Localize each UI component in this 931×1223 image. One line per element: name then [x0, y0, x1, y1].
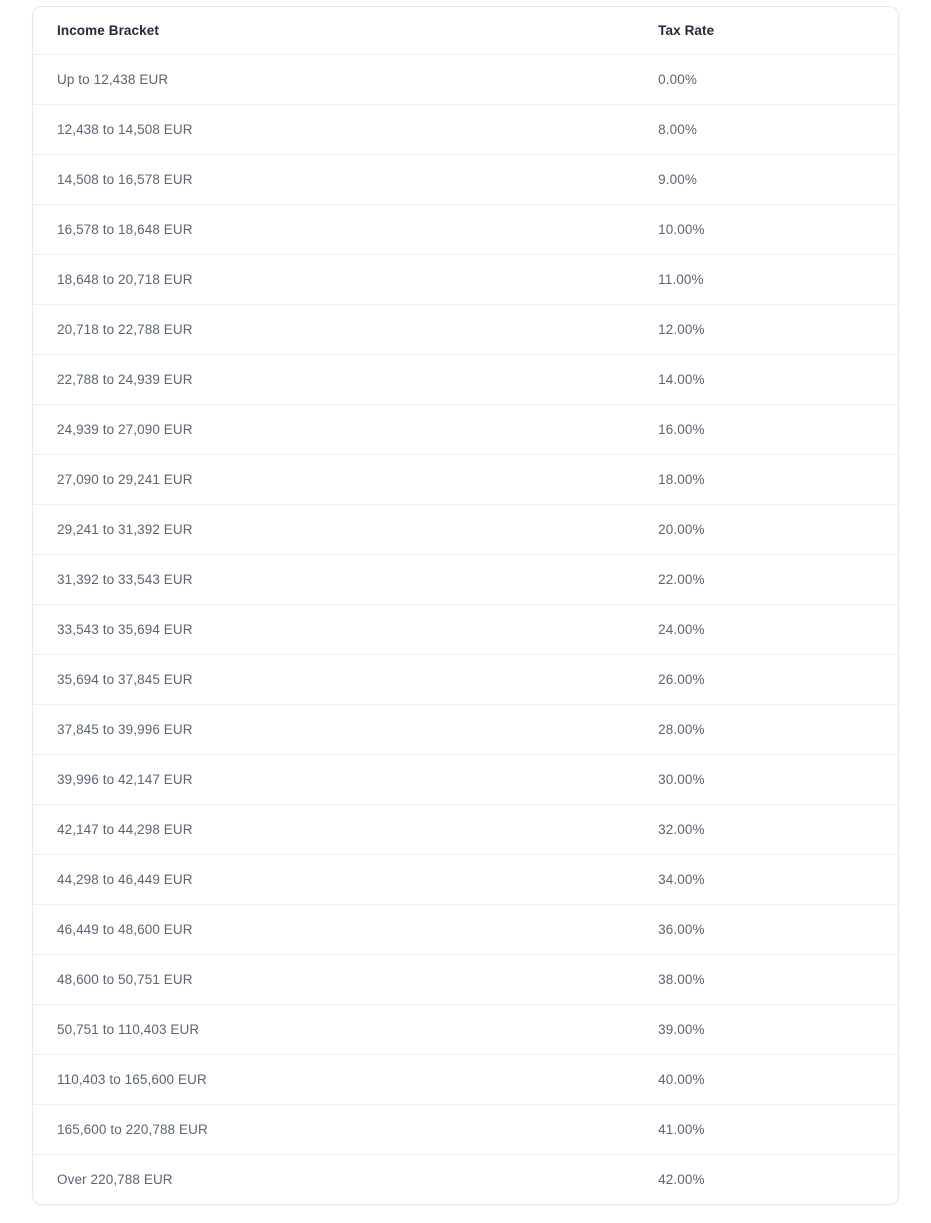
cell-income-bracket: 18,648 to 20,718 EUR — [33, 255, 634, 305]
cell-tax-rate: 38.00% — [634, 955, 898, 1005]
cell-income-bracket: 14,508 to 16,578 EUR — [33, 155, 634, 205]
cell-income-bracket: 46,449 to 48,600 EUR — [33, 905, 634, 955]
cell-income-bracket: 24,939 to 27,090 EUR — [33, 405, 634, 455]
table-row — [33, 255, 898, 305]
column-header-income-bracket: Income Bracket — [33, 7, 634, 55]
cell-income-bracket: Over 220,788 EUR — [57, 1172, 173, 1187]
cell-tax-rate: 8.00% — [634, 105, 898, 155]
cell-income-bracket: 39,996 to 42,147 EUR — [33, 755, 634, 805]
cell-income-bracket: 42,147 to 44,298 EUR — [33, 805, 634, 855]
cell-tax-rate: 26.00% — [634, 655, 898, 705]
cell-income-bracket: 20,718 to 22,788 EUR — [33, 305, 634, 355]
cell-tax-rate: 24.00% — [634, 605, 898, 655]
table-row — [33, 305, 898, 355]
cell-tax-rate: 28.00% — [634, 705, 898, 755]
table-row — [33, 1155, 898, 1205]
cell-tax-rate: 36.00% — [634, 905, 898, 955]
cell-tax-rate: 14.00% — [634, 355, 898, 405]
cell-tax-rate: 20.00% — [634, 505, 898, 555]
cell-income-bracket: 12,438 to 14,508 EUR — [33, 105, 634, 155]
cell-income-bracket: 165,600 to 220,788 EUR — [33, 1105, 634, 1155]
cell-tax-rate: 16.00% — [634, 405, 898, 455]
cell-tax-rate: 0.00% — [634, 55, 898, 105]
table-row — [33, 805, 898, 855]
cell-tax-rate: 10.00% — [634, 205, 898, 255]
cell-income-bracket: 33,543 to 35,694 EUR — [33, 605, 634, 655]
cell-income-bracket: 110,403 to 165,600 EUR — [33, 1055, 634, 1105]
cell-income-bracket: 27,090 to 29,241 EUR — [33, 455, 634, 505]
table-body — [33, 55, 898, 1205]
cell-tax-rate: 42.00% — [658, 1172, 705, 1187]
cell-tax-rate: 12.00% — [634, 305, 898, 355]
table-row — [33, 1005, 898, 1055]
table-row — [33, 705, 898, 755]
table-row — [33, 605, 898, 655]
cell-tax-rate: 40.00% — [634, 1055, 898, 1105]
table-row — [33, 905, 898, 955]
table-row — [33, 655, 898, 705]
table-row — [33, 55, 898, 105]
cell-income-bracket: 22,788 to 24,939 EUR — [33, 355, 634, 405]
table-row — [33, 155, 898, 205]
cell-income-bracket: Up to 12,438 EUR — [33, 55, 634, 105]
cell-tax-rate: 22.00% — [634, 555, 898, 605]
cell-tax-rate: 39.00% — [634, 1005, 898, 1055]
cell-tax-rate: 41.00% — [634, 1105, 898, 1155]
cell-tax-rate: 30.00% — [634, 755, 898, 805]
cell-income-bracket: 29,241 to 31,392 EUR — [33, 505, 634, 555]
cell-tax-rate: 18.00% — [634, 455, 898, 505]
cell-tax-rate: 34.00% — [634, 855, 898, 905]
table-header-row — [33, 7, 898, 55]
table-row — [33, 405, 898, 455]
cell-income-bracket: 48,600 to 50,751 EUR — [33, 955, 634, 1005]
tax-bracket-table-card — [32, 6, 899, 1205]
cell-income-bracket: 44,298 to 46,449 EUR — [33, 855, 634, 905]
table-row — [33, 205, 898, 255]
cell-income-bracket: 35,694 to 37,845 EUR — [33, 655, 634, 705]
column-header-tax-rate: Tax Rate — [634, 7, 898, 55]
cell-income-bracket: 37,845 to 39,996 EUR — [33, 705, 634, 755]
table-row — [33, 505, 898, 555]
table-row — [33, 1105, 898, 1155]
table-header — [33, 7, 898, 55]
table-row — [33, 105, 898, 155]
cell-tax-rate: 11.00% — [634, 255, 898, 305]
table-row — [33, 955, 898, 1005]
table-row — [33, 555, 898, 605]
table-row — [33, 855, 898, 905]
cell-tax-rate: 32.00% — [634, 805, 898, 855]
cell-income-bracket: 16,578 to 18,648 EUR — [33, 205, 634, 255]
cell-tax-rate: 9.00% — [634, 155, 898, 205]
table-row — [33, 1055, 898, 1105]
table-row — [33, 755, 898, 805]
cell-income-bracket: 31,392 to 33,543 EUR — [33, 555, 634, 605]
tax-bracket-table — [33, 7, 898, 1204]
table-row — [33, 355, 898, 405]
table-row — [33, 455, 898, 505]
cell-income-bracket: 50,751 to 110,403 EUR — [33, 1005, 634, 1055]
